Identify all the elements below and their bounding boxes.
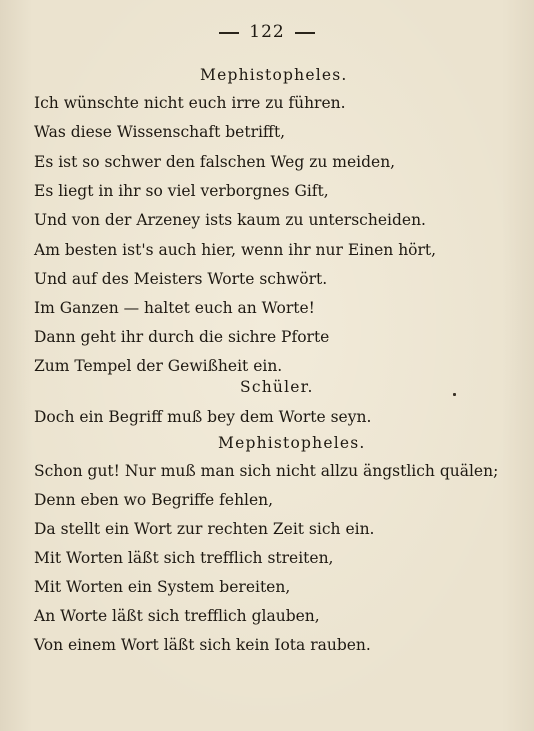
verse-line: Ich wünschte nicht euch irre zu führen.: [34, 94, 346, 112]
verse-line: Mit Worten ein System bereiten,: [34, 578, 291, 596]
verse-line: Und auf des Meisters Worte schwört.: [34, 270, 328, 288]
verse-line: An Worte läßt sich trefflich glauben,: [34, 607, 320, 625]
speaker-label: Mephistopheles.: [200, 66, 348, 84]
page-header: [0, 22, 534, 42]
ink-speck: [453, 393, 456, 396]
verse-line: Schon gut! Nur muß man sich nicht allzu ängstlich quälen;: [34, 462, 499, 480]
verse-line: Es ist so schwer den falschen Weg zu meiden,: [34, 153, 396, 171]
verse-line: Dann geht ihr durch die sichre Pforte: [34, 328, 330, 346]
verse-line: Im Ganzen — haltet euch an Worte!: [34, 299, 315, 317]
speaker-label: Schüler.: [240, 378, 314, 396]
verse-line: Da stellt ein Wort zur rechten Zeit sich ein.: [34, 520, 375, 538]
verse-line: Es liegt in ihr so viel verborgnes Gift,: [34, 182, 329, 200]
page-number: 122: [249, 22, 285, 42]
header-dash-right: [295, 32, 315, 34]
verse-line: Mit Worten läßt sich trefflich streiten,: [34, 549, 334, 567]
header-dash-left: [219, 32, 239, 34]
verse-line: Am besten ist's auch hier, wenn ihr nur Einen hört,: [34, 241, 437, 259]
verse-line: Denn eben wo Begriffe fehlen,: [34, 491, 274, 509]
verse-line: Doch ein Begriff muß bey dem Worte seyn.: [34, 408, 372, 426]
speaker-label: Mephistopheles.: [218, 434, 366, 452]
verse-line: Was diese Wissenschaft betrifft,: [34, 123, 286, 141]
verse-line: Zum Tempel der Gewißheit ein.: [34, 357, 283, 375]
verse-line: Und von der Arzeney ists kaum zu unterscheiden.: [34, 211, 426, 229]
verse-line: Von einem Wort läßt sich kein Iota rauben.: [34, 636, 371, 654]
